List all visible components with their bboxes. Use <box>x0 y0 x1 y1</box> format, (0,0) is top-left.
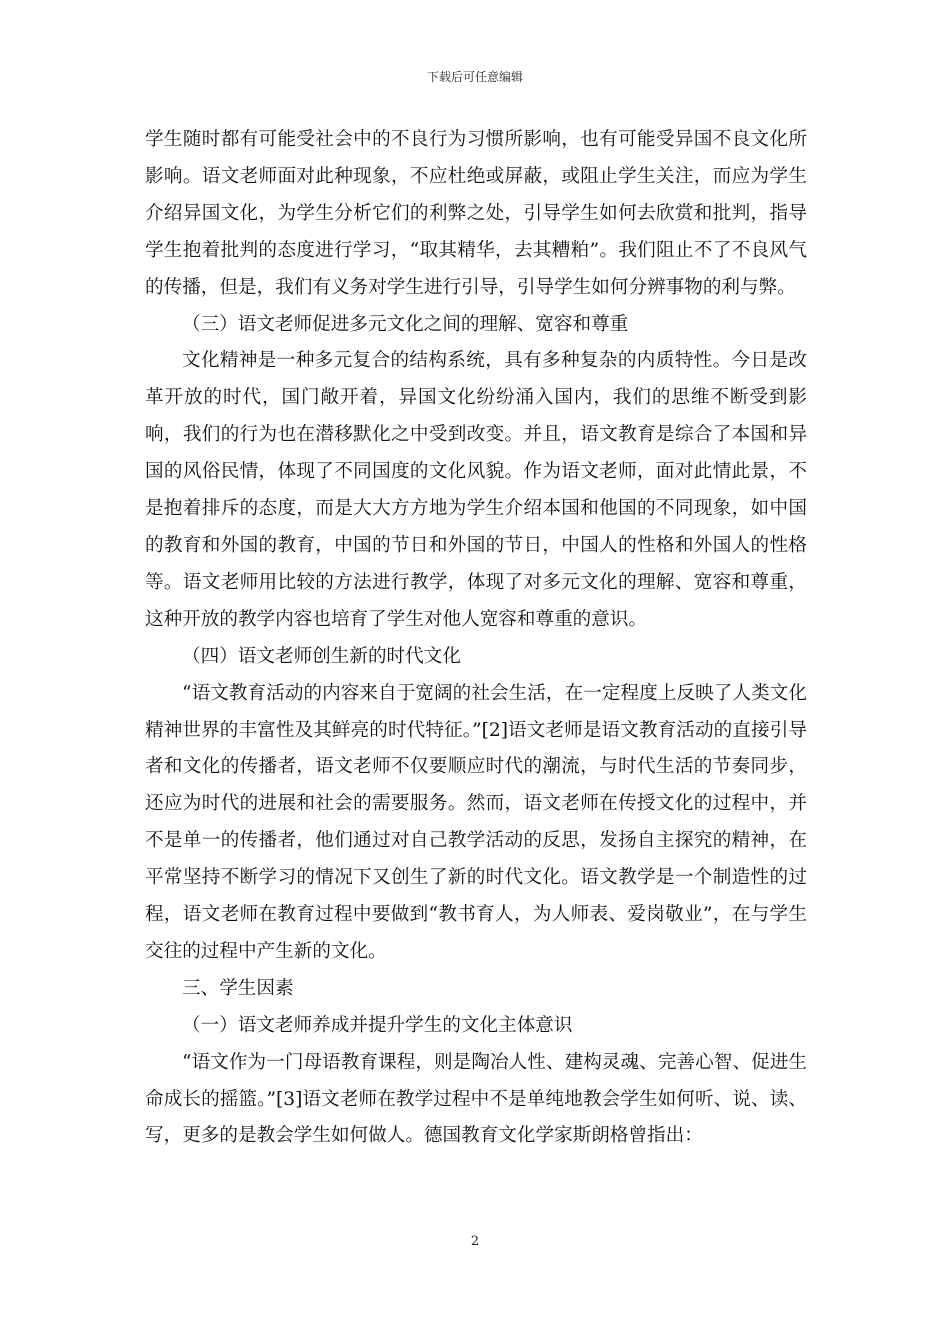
section-heading: （三）语文老师促进多元文化之间的理解、宽容和尊重 <box>182 313 629 335</box>
paragraph: “语文作为一门母语教育课程，则是陶冶人性、建构灵魂、完善心智、促进生命成长的摇篮。”[3]语文老师在教学过程中不是单纯地教会学生如何听、说、读、写，更多的是教会学生如何做人。德国教育文化学家斯朗格曾指出： <box>145 1051 807 1147</box>
document-body <box>145 122 807 1155</box>
chapter-heading: 三、学生因素 <box>182 977 294 999</box>
paragraph: “语文教育活动的内容来自于宽阔的社会生活，在一定程度上反映了人类文化精神世界的丰富性及其鲜亮的时代特征。”[2]语文老师是语文教育活动的直接引导者和文化的传播者，语文老师不仅要顺应时代的潮流，与时代生活的节奏同步，还应为时代的进展和社会的需要服务。然而，语文老师在传授文化的过程中，并不是单一的传播者，他们通过对自己教学活动的反思，发扬自主探究的精神，在平常坚持不断学习的情况下又创生了新的时代文化。语文教学是一个制造性的过程，语文老师在教育过程中要做到“教书育人，为人师表、爱岗敬业”，在与学生交往的过程中产生新的文化。 <box>145 682 807 962</box>
section-heading: （一）语文老师养成并提升学生的文化主体意识 <box>182 1014 573 1036</box>
paragraph-continuation: 学生随时都有可能受社会中的不良行为习惯所影响，也有可能受异国不良文化所影响。语文老师面对此种现象，不应杜绝或屏蔽，或阻止学生关注，而应为学生介绍异国文化，为学生分析它们的利弊之处，引导学生如何去欣赏和批判，指导学生抱着批判的态度进行学习，“取其精华，去其糟粕”。我们阻止不了不良风气的传播，但是，我们有义务对学生进行引导，引导学生如何分辨事物的利与弊。 <box>145 129 807 298</box>
page-number: 2 <box>470 1234 480 1249</box>
page-header: 下载后可任意编辑 <box>426 70 523 84</box>
section-heading: （四）语文老师创生新的时代文化 <box>182 645 461 667</box>
paragraph: 文化精神是一种多元复合的结构系统，具有多种复杂的内质特性。今日是改革开放的时代，国门敞开着，异国文化纷纷涌入国内，我们的思维不断受到影响，我们的行为也在潜移默化之中受到改变。并且，语文教育是综合了本国和异国的风俗民情，体现了不同国度的文化风貌。作为语文老师，面对此情此景，不是抱着排斥的态度，而是大大方方地为学生介绍本国和他国的不同现象，如中国的教育和外国的教育，中国的节日和外国的节日，中国人的性格和外国人的性格等。语文老师用比较的方法进行教学，体现了对多元文化的理解、宽容和尊重，这种开放的教学内容也培育了学生对他人宽容和尊重的意识。 <box>145 350 807 630</box>
